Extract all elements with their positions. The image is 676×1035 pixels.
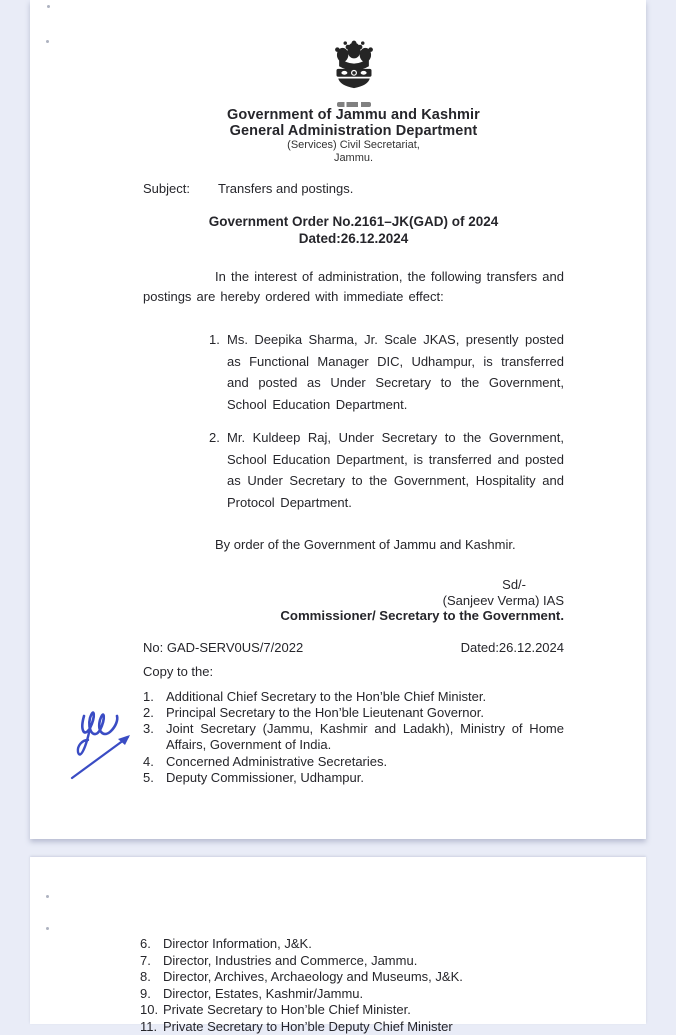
copy-item-text: Concerned Administrative Secretaries. — [166, 754, 564, 770]
copy-list-item — [140, 936, 564, 953]
document-page-1 — [30, 0, 646, 839]
subject-row — [143, 181, 564, 197]
signatory-designation: Commissioner/ Secretary to the Government. — [143, 608, 564, 624]
copy-item-number: 2. — [143, 705, 166, 721]
by-order-line: By order of the Government of Jammu and Kashmir. — [215, 537, 564, 553]
copy-list-item — [140, 953, 564, 970]
copy-list-item — [140, 1019, 564, 1035]
reference-row — [143, 640, 564, 656]
copy-list-item — [143, 770, 564, 786]
copy-item-number: 7. — [140, 953, 163, 970]
copy-item-text: Deputy Commissioner, Udhampur. — [166, 770, 564, 786]
transfer-orders-list — [209, 329, 564, 513]
org-name-line2: General Administration Department — [143, 123, 564, 139]
org-name-line1: Government of Jammu and Kashmir — [143, 107, 564, 123]
reference-date: Dated:26.12.2024 — [461, 640, 564, 656]
order-number-line: Government Order No.2161–JK(GAD) of 2024 — [143, 213, 564, 230]
subject-value: Transfers and postings. — [218, 181, 353, 197]
scan-speck — [47, 5, 50, 8]
copy-list-item — [143, 705, 564, 721]
copy-item-text: Private Secretary to Hon’ble Deputy Chief Minister — [163, 1019, 564, 1035]
copy-item-text: Director Information, J&K. — [163, 936, 564, 953]
signature-block — [143, 577, 564, 624]
order-item-number: 2. — [209, 427, 227, 513]
copy-list-item — [143, 721, 564, 754]
copy-list-page1 — [143, 689, 564, 787]
order-item — [209, 329, 564, 415]
file-number: No: GAD-SERV0US/7/2022 — [143, 640, 303, 656]
copy-item-number: 8. — [140, 969, 163, 986]
order-date-line: Dated:26.12.2024 — [143, 230, 564, 247]
copy-list-item — [140, 969, 564, 986]
order-item-text: Ms. Deepika Sharma, Jr. Scale JKAS, presently posted as Functional Manager DIC, Udhampur, is transferred and posted as Under Secretary to the Government, School Education Department. — [227, 329, 564, 415]
copy-list-item — [143, 689, 564, 705]
order-title — [143, 213, 564, 247]
copy-item-number: 4. — [143, 754, 166, 770]
copy-item-number: 5. — [143, 770, 166, 786]
subject-label: Subject: — [143, 181, 218, 197]
copy-list-item — [140, 986, 564, 1003]
state-emblem-of-india-icon — [326, 40, 382, 96]
copy-item-number: 3. — [143, 721, 166, 754]
sd-notation: Sd/- — [143, 577, 564, 593]
copy-item-number: 10. — [140, 1002, 163, 1019]
scan-speck — [46, 927, 49, 930]
copy-item-text: Private Secretary to Hon’ble Chief Minister. — [163, 1002, 564, 1019]
copy-list-page2 — [140, 936, 564, 1035]
scan-speck — [46, 895, 49, 898]
copy-item-number: 6. — [140, 936, 163, 953]
org-city-line: Jammu. — [143, 152, 564, 165]
copy-item-text: Director, Archives, Archaeology and Museums, J&K. — [163, 969, 564, 986]
copy-item-text: Director, Estates, Kashmir/Jammu. — [163, 986, 564, 1003]
letterhead — [143, 0, 564, 165]
copy-to-heading: Copy to the: — [143, 664, 564, 680]
copy-item-text: Joint Secretary (Jammu, Kashmir and Ladakh), Ministry of Home Affairs, Government of India. — [166, 721, 564, 754]
copy-item-number: 11. — [140, 1019, 163, 1035]
org-secretariat-line: (Services) Civil Secretariat, — [143, 139, 564, 152]
copy-item-text: Director, Industries and Commerce, Jammu. — [163, 953, 564, 970]
emblem-motto — [337, 102, 371, 107]
intro-paragraph: In the interest of administration, the following transfers and postings are hereby ordered with immediate effect: — [143, 267, 564, 307]
copy-list-item — [140, 1002, 564, 1019]
copy-item-number: 9. — [140, 986, 163, 1003]
copy-list-item — [143, 754, 564, 770]
order-item-text: Mr. Kuldeep Raj, Under Secretary to the Government, School Education Department, is transferred and posted as Under Secretary to the Government, Hospitality and Protocol Department. — [227, 427, 564, 513]
copy-item-text: Principal Secretary to the Hon’ble Lieutenant Governor. — [166, 705, 564, 721]
copy-item-text: Additional Chief Secretary to the Hon’ble Chief Minister. — [166, 689, 564, 705]
scan-speck — [46, 40, 49, 43]
order-item — [209, 427, 564, 513]
document-page-2 — [30, 857, 646, 1024]
copy-item-number: 1. — [143, 689, 166, 705]
signatory-name: (Sanjeev Verma) IAS — [143, 593, 564, 609]
order-item-number: 1. — [209, 329, 227, 415]
